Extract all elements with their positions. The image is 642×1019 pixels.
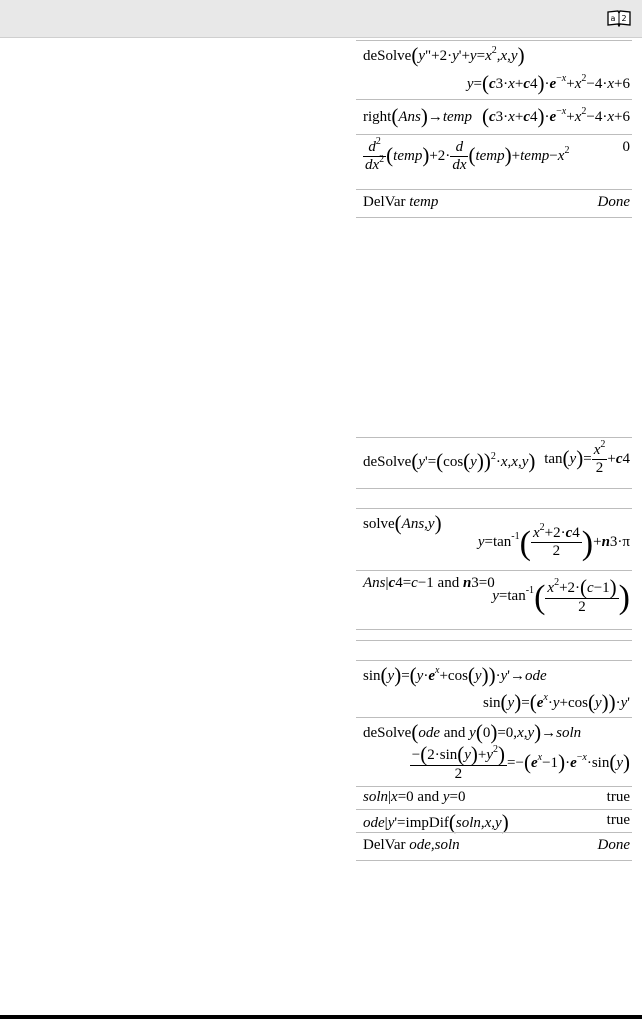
entry-result: true bbox=[606, 812, 630, 828]
entry-row[interactable] bbox=[356, 40, 632, 99]
entry-row[interactable] bbox=[356, 508, 632, 570]
entry-input bbox=[363, 837, 460, 854]
entry-result: tan(y)= $\frac{x^2}{2}$ +c4 bbox=[544, 439, 630, 476]
entry-row[interactable] bbox=[356, 437, 632, 488]
entry-row[interactable] bbox=[356, 189, 632, 218]
entry-input: soln|x=0 and y=0 bbox=[363, 789, 466, 805]
entry-result: $\frac{-(2\cdot\sin(y)+y^2)}{2}$ $=-(e^x-1)\cdot e^{-x}\cdot\sin(y)$ bbox=[411, 742, 630, 782]
entry-result: Done bbox=[597, 194, 630, 210]
function-name: deSolve bbox=[363, 454, 412, 470]
entry-row[interactable] bbox=[356, 570, 632, 630]
bottom-rule bbox=[0, 1015, 642, 1019]
entry-result: $(c3\cdot x+c4)\cdot e^{-x}+x^2-4\cdot x+6$ bbox=[482, 104, 630, 128]
example-1-panel bbox=[356, 40, 632, 218]
command-name: DelVar bbox=[363, 194, 406, 210]
entry-row[interactable] bbox=[356, 809, 632, 832]
entry-result: $y=\tan^{-1}$( $\frac{x^2+2\cdot c4}{2}$ )+n3·π bbox=[477, 522, 630, 562]
entry-row[interactable] bbox=[356, 660, 632, 717]
entry-row[interactable] bbox=[356, 99, 632, 134]
entry-input: $\sin(y)=(y\cdot e^x+\cos(y))\cdot y'\to ode$ bbox=[363, 663, 547, 687]
entry-input: right(Ans)→temp bbox=[363, 104, 473, 128]
top-bar bbox=[0, 0, 642, 38]
entry-input: Ans|c4=c−1 and n3=0 bbox=[363, 575, 495, 591]
entry-row[interactable] bbox=[356, 134, 632, 189]
entry-input: ode|y'=impDif(soln,x,y) bbox=[363, 810, 509, 834]
svg-text:2: 2 bbox=[621, 14, 627, 23]
svg-text:a: a bbox=[610, 14, 616, 23]
entry-result: Done bbox=[597, 837, 630, 853]
variable-name: ode,soln bbox=[409, 837, 460, 853]
example-3-panel bbox=[356, 640, 632, 861]
book-icon[interactable] bbox=[606, 9, 632, 27]
entry-input: solve(Ans,y) bbox=[363, 511, 442, 535]
entry-row[interactable] bbox=[356, 786, 632, 809]
entry-row[interactable] bbox=[356, 832, 632, 861]
entry-row[interactable] bbox=[356, 640, 632, 660]
example-2-panel bbox=[356, 437, 632, 630]
entry-result: true bbox=[606, 789, 630, 805]
entry-result: $y=(c3\cdot x+c4)\cdot e^{-x}+x^2-4\cdot x+6$ bbox=[466, 71, 630, 95]
function-name: deSolve bbox=[363, 48, 412, 64]
entry-input: deSolve(ode and y(0)=0,x,y)→soln bbox=[363, 720, 582, 744]
entry-result: $\sin(y)=(e^x\cdot y+\cos(y))\cdot y'$ bbox=[483, 690, 630, 714]
spacer bbox=[356, 488, 632, 508]
function-name: solve bbox=[363, 516, 395, 532]
entry-input bbox=[363, 194, 438, 211]
command-name: DelVar bbox=[363, 837, 406, 853]
entry-row[interactable] bbox=[356, 717, 632, 786]
entry-result: $y=\tan^{-1}$( $\frac{x^2+2\cdot(c-1)}{2}$ ) bbox=[492, 575, 630, 616]
entry-input: $\frac{d^2}{dx^2}$ (temp)+2· $\frac{d}{dx}$ $(temp)+temp-x^2$ bbox=[365, 136, 570, 173]
entry-input: $deSolve(y"+2\cdot y'+y=x^2,x,y)$ bbox=[363, 43, 525, 67]
entry-input: $deSolve(y'=(\cos(y))^2\cdot x,x,y)$ bbox=[363, 449, 536, 473]
variable-name: temp bbox=[409, 194, 439, 210]
entry-result: 0 bbox=[622, 139, 630, 155]
